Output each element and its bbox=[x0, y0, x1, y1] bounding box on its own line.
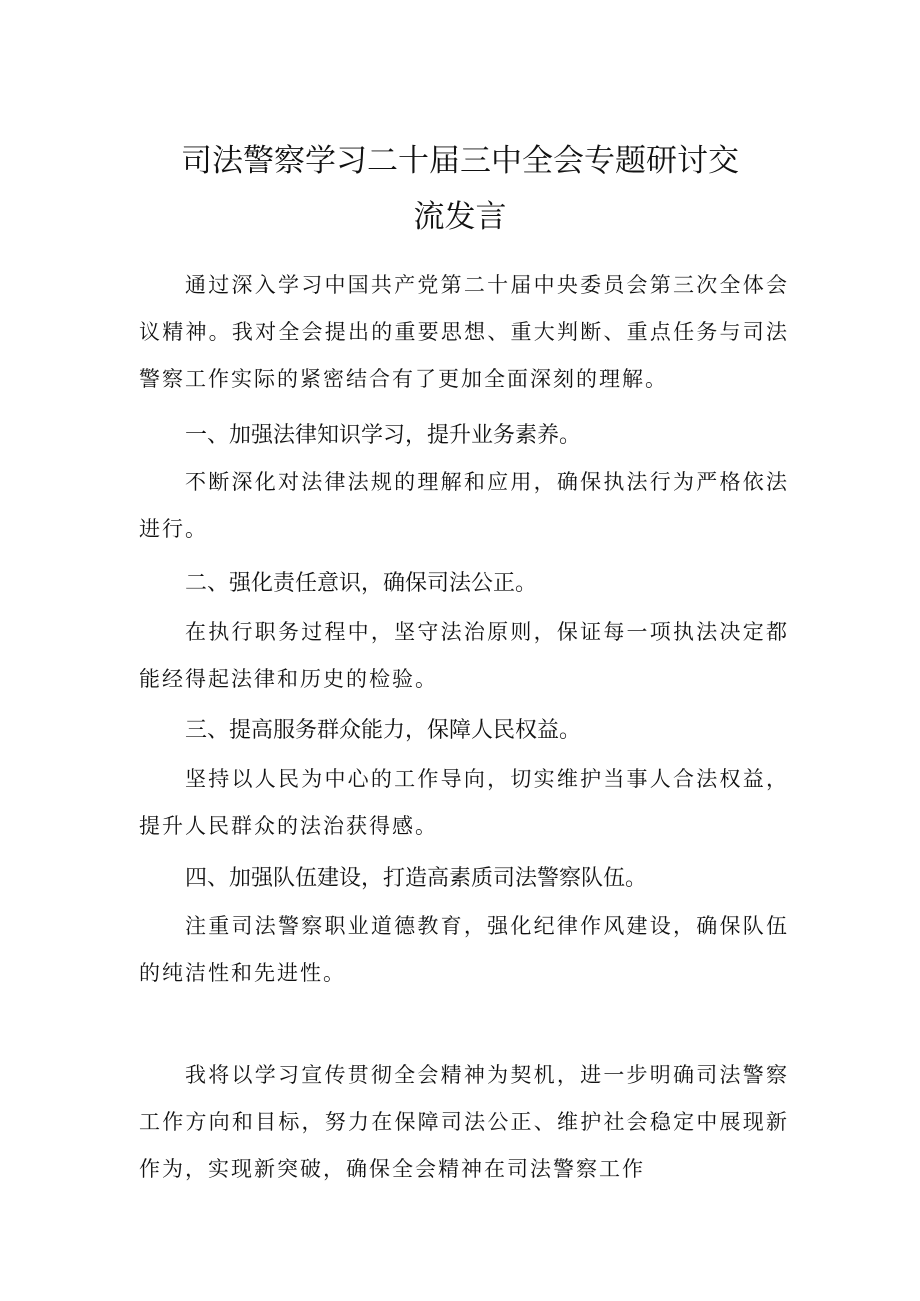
document-title-line-2: 流发言 bbox=[413, 199, 507, 235]
section-body-1: 不断深化对法律法规的理解和应用，确保执法行为严格依法进行。 bbox=[139, 470, 789, 541]
section-body-3: 坚持以人民为中心的工作导向，切实维护当事人合法权益，提升人民群众的法治获得感。 bbox=[139, 767, 789, 838]
intro-paragraph: 通过深入学习中国共产党第二十届中央委员会第三次全体会议精神。我对全会提出的重要思想、重大判断、重点任务与司法警察工作实际的紧密结合有了更加全面深刻的理解。 bbox=[139, 273, 789, 391]
section-heading-1: 一、加强法律知识学习，提升业务素养。 bbox=[185, 423, 582, 448]
section-heading-2: 二、强化责任意识，确保司法公正。 bbox=[185, 571, 538, 596]
section-body-2: 在执行职务过程中，坚守法治原则，保证每一项执法决定都能经得起法律和历史的检验。 bbox=[139, 620, 789, 691]
section-heading-4: 四、加强队伍建设，打造高素质司法警察队伍。 bbox=[185, 866, 648, 891]
section-heading-3: 三、提高服务群众能力，保障人民权益。 bbox=[185, 718, 582, 743]
closing-paragraph: 我将以学习宣传贯彻全会精神为契机，进一步明确司法警察工作方向和目标，努力在保障司法公正、维护社会稳定中展现新作为，实现新突破，确保全会精神在司法警察工作 bbox=[139, 1063, 789, 1181]
section-body-4: 注重司法警察职业道德教育，强化纪律作风建设，确保队伍的纯洁性和先进性。 bbox=[139, 914, 789, 985]
document-title-line-1: 司法警察学习二十届三中全会专题研讨交 bbox=[181, 143, 739, 179]
